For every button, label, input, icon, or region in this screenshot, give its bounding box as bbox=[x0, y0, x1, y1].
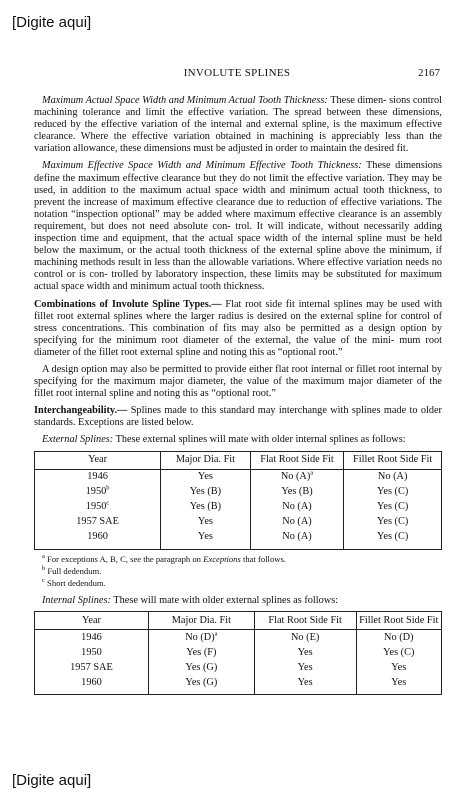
paragraph-max-effective-space-width bbox=[34, 160, 442, 293]
cell-value: Yes (B) bbox=[281, 485, 313, 497]
paragraph-text: These dimen- sions control machining tolerance and limit the effective variation. The spread between these dimensions, reduced by the effective variation of the internal and external spline, is the maximum effective clearance. Where the effective variation obtained in machining is appreciably less than the variation allowance, these dimensions must be adjusted in order to maintain the desired fit. bbox=[34, 95, 443, 155]
cell-value: Yes (F) bbox=[186, 646, 217, 658]
cell-value: 1946 bbox=[87, 470, 108, 482]
cell-value: No (D) bbox=[185, 631, 215, 643]
major-dia-fit-cell bbox=[148, 660, 254, 675]
cell-value: 1950 bbox=[85, 500, 107, 512]
cell-value: Yes bbox=[197, 530, 213, 542]
footnote-marker: c bbox=[42, 577, 45, 585]
fillet-root-side-fit-cell bbox=[356, 660, 441, 675]
section-heading: Combinations of Involute Spline Types.— bbox=[34, 298, 222, 310]
table-label: Internal Splines: bbox=[42, 595, 111, 607]
flat-root-side-fit-cell bbox=[254, 630, 356, 646]
page-number: 2167 bbox=[418, 67, 440, 79]
cell-value: Yes bbox=[197, 470, 213, 482]
external-splines-table bbox=[34, 451, 442, 550]
major-dia-fit-cell bbox=[161, 530, 251, 550]
table-row bbox=[35, 515, 442, 530]
cell-value: 1950 bbox=[85, 485, 107, 497]
internal-splines-intro bbox=[34, 595, 442, 607]
footnote-a bbox=[42, 554, 442, 565]
cell-value: Yes bbox=[297, 646, 313, 658]
cell-value: Yes (B) bbox=[189, 500, 222, 512]
cell-value: Yes (C) bbox=[377, 500, 409, 512]
paragraph-combinations bbox=[34, 299, 442, 359]
footnote-marker: a bbox=[42, 552, 45, 560]
table-label: External Splines: bbox=[42, 434, 114, 446]
column-header: Flat Root Side Fit bbox=[254, 612, 356, 630]
cell-value: Yes (B) bbox=[189, 485, 222, 497]
cell-value: No (A) bbox=[282, 515, 312, 527]
fillet-root-side-fit-cell bbox=[344, 469, 442, 485]
cell-value: No (A) bbox=[282, 530, 312, 542]
major-dia-fit-cell bbox=[161, 515, 251, 530]
year-cell bbox=[35, 530, 161, 550]
column-header: Major Dia. Fit bbox=[148, 612, 254, 630]
paragraph-heading: Maximum Actual Space Width and Minimum Actual Tooth Thickness: bbox=[42, 95, 328, 106]
cell-value: Yes (C) bbox=[377, 530, 409, 542]
cell-value: No (A) bbox=[280, 470, 311, 482]
cell-value: No (E) bbox=[290, 631, 320, 643]
cell-value: Yes bbox=[297, 676, 313, 688]
cell-value: 1957 SAE bbox=[76, 515, 119, 527]
major-dia-fit-cell bbox=[161, 500, 251, 515]
flat-root-side-fit-cell bbox=[250, 500, 344, 515]
flat-root-side-fit-cell bbox=[254, 645, 356, 660]
flat-root-side-fit-cell bbox=[250, 515, 344, 530]
footnote-b bbox=[42, 566, 442, 577]
cell-value: Yes bbox=[297, 661, 313, 673]
year-cell bbox=[35, 500, 161, 515]
cell-value: Yes (G) bbox=[185, 661, 218, 673]
year-cell bbox=[35, 469, 161, 485]
major-dia-fit-cell bbox=[148, 630, 254, 646]
year-cell bbox=[35, 485, 161, 500]
table-row bbox=[35, 645, 442, 660]
year-cell bbox=[35, 630, 149, 646]
footnote-emphasis: Exceptions bbox=[203, 553, 241, 564]
footnote-marker: c bbox=[106, 499, 110, 507]
footnote-marker: a bbox=[310, 469, 314, 477]
footnote-text: that follows. bbox=[240, 553, 286, 564]
column-header: Fillet Root Side Fit bbox=[344, 451, 442, 469]
page-body bbox=[34, 95, 442, 699]
cell-value: Yes bbox=[197, 515, 213, 527]
footnote-marker: a bbox=[214, 630, 218, 638]
cell-value: Yes (C) bbox=[377, 515, 409, 527]
table-intro-text: These will mate with older external splines as follows: bbox=[110, 595, 339, 607]
column-header: Fillet Root Side Fit bbox=[356, 612, 441, 630]
paragraph-max-actual-space-width bbox=[34, 95, 442, 155]
footnote-marker: b bbox=[106, 484, 110, 492]
table-row bbox=[35, 485, 442, 500]
major-dia-fit-cell bbox=[161, 485, 251, 500]
paragraph-text: These dimensions define the maximum effective clearance but they do not limit the effective variation. They may be used, in addition to the maximum actual space width and minimum actual tooth thickness, to prevent the increase of maximum effective clearance due to reduction of effective variations. The notation “inspection optional” may be added where maximum effective clearance is an assembly requirement, but does not need absolute con- trol. It will indicate, without necessarily adding inspection time and equipment, that the actual space width of the internal spline must be held below the maximum, or the actual tooth thickness of the external spline above the minimum, if machining methods result in less than the allowable variations. Where effective variation needs no control or is con- trolled by laboratory inspection, these limits may be substituted for maximum actual space width and minimum actual tooth thickness. bbox=[34, 160, 442, 293]
fillet-root-side-fit-cell bbox=[344, 500, 442, 515]
flat-root-side-fit-cell bbox=[250, 485, 344, 500]
table-row bbox=[35, 530, 442, 550]
footnote-c bbox=[42, 578, 442, 589]
cell-value: No (A) bbox=[377, 470, 408, 482]
table-row bbox=[35, 660, 442, 675]
year-cell bbox=[35, 515, 161, 530]
paragraph-text: Flat root side fit internal splines may be used with fillet root external splines where the larger radius is desired on the external spline for control of stress concentrations. This combination of fits may also be permitted as a design option by specifying for the minimum root diameter of the external, the value of the mini- mum root diameter of the fillet root external spline and noting this as “optional root.” bbox=[34, 298, 442, 358]
column-header: Major Dia. Fit bbox=[161, 451, 251, 469]
header-placeholder: [Digite aqui] bbox=[12, 14, 92, 31]
major-dia-fit-cell bbox=[161, 469, 251, 485]
fillet-root-side-fit-cell bbox=[356, 630, 441, 646]
fillet-root-side-fit-cell bbox=[344, 485, 442, 500]
major-dia-fit-cell bbox=[148, 645, 254, 660]
paragraph-interchangeability bbox=[34, 405, 442, 429]
fillet-root-side-fit-cell bbox=[344, 515, 442, 530]
footnote-text: Short dedendum. bbox=[44, 577, 106, 588]
cell-value: 1960 bbox=[81, 676, 102, 688]
column-header: Year bbox=[35, 612, 149, 630]
cell-value: Yes bbox=[391, 661, 407, 673]
footnote-text: For exceptions A, B, C, see the paragraph on bbox=[44, 553, 204, 564]
table-header-row bbox=[35, 612, 442, 630]
table-row bbox=[35, 630, 442, 646]
paragraph-text: Splines made to this standard may interchange with splines made to older standards. Exceptions are listed below. bbox=[34, 405, 442, 429]
major-dia-fit-cell bbox=[148, 675, 254, 695]
table-intro-text: These external splines will mate with older internal splines as follows: bbox=[113, 434, 406, 446]
page-title: INVOLUTE SPLINES bbox=[183, 67, 291, 79]
cell-value: Yes (G) bbox=[185, 676, 218, 688]
cell-value: 1957 SAE bbox=[70, 661, 113, 673]
year-cell bbox=[35, 645, 149, 660]
column-header: Year bbox=[35, 451, 161, 469]
table-row bbox=[35, 469, 442, 485]
footer-placeholder: [Digite aqui] bbox=[12, 772, 92, 789]
paragraph-design-option: A design option may also be permitted to provide either flat root internal or fillet root internal by specifying for the maximum major diameter, the value of the maximum major diameter of the fillet root internal spline and noting this as “optional root.” bbox=[34, 363, 442, 400]
column-header: Flat Root Side Fit bbox=[250, 451, 344, 469]
table-header-row bbox=[35, 451, 442, 469]
fillet-root-side-fit-cell bbox=[344, 530, 442, 550]
table-row bbox=[35, 500, 442, 515]
flat-root-side-fit-cell bbox=[254, 660, 356, 675]
paragraph-heading: Maximum Effective Space Width and Minimum Effective Tooth Thickness: bbox=[42, 160, 362, 172]
flat-root-side-fit-cell bbox=[254, 675, 356, 695]
internal-splines-table bbox=[34, 611, 442, 695]
cell-value: Yes (C) bbox=[383, 646, 415, 658]
table-row bbox=[35, 675, 442, 695]
cell-value: No (D) bbox=[384, 631, 414, 643]
cell-value: No (A) bbox=[282, 500, 312, 512]
cell-value: 1960 bbox=[87, 530, 108, 542]
cell-value: Yes bbox=[391, 676, 407, 688]
cell-value: 1950 bbox=[81, 646, 102, 658]
external-splines-intro bbox=[34, 434, 442, 446]
year-cell bbox=[35, 675, 149, 695]
footnote-text: Full dedendum. bbox=[45, 565, 102, 576]
section-heading: Interchangeability.— bbox=[34, 405, 128, 417]
flat-root-side-fit-cell bbox=[250, 530, 344, 550]
footnote-marker: b bbox=[42, 564, 46, 572]
year-cell bbox=[35, 660, 149, 675]
flat-root-side-fit-cell bbox=[250, 469, 344, 485]
cell-value: 1946 bbox=[81, 631, 102, 643]
fillet-root-side-fit-cell bbox=[356, 645, 441, 660]
fillet-root-side-fit-cell bbox=[356, 675, 441, 695]
cell-value: Yes (C) bbox=[377, 485, 409, 497]
